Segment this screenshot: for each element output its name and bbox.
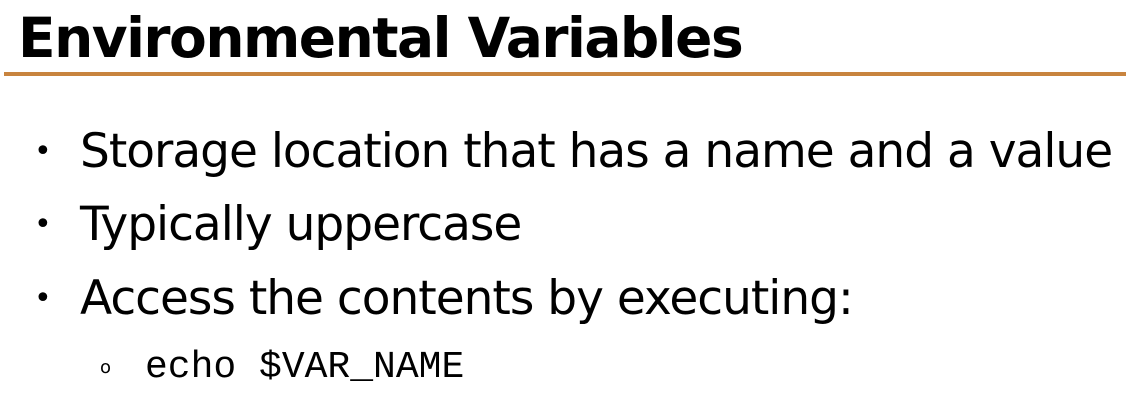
bullet-dot-icon: •: [34, 134, 52, 169]
code-snippet: echo $VAR_NAME: [145, 346, 465, 389]
bullet-text: Storage location that has a name and a value: [80, 124, 1113, 179]
title-underline: [4, 72, 1126, 76]
bullet-dot-icon: •: [34, 281, 52, 316]
sub-bullet-circle-icon: o: [100, 357, 112, 378]
bullet-text: Typically uppercase: [80, 197, 522, 252]
bullet-text: Access the contents by executing:: [80, 271, 853, 326]
slide-title: Environmental Variables: [18, 6, 743, 70]
bullet-dot-icon: •: [34, 207, 52, 242]
